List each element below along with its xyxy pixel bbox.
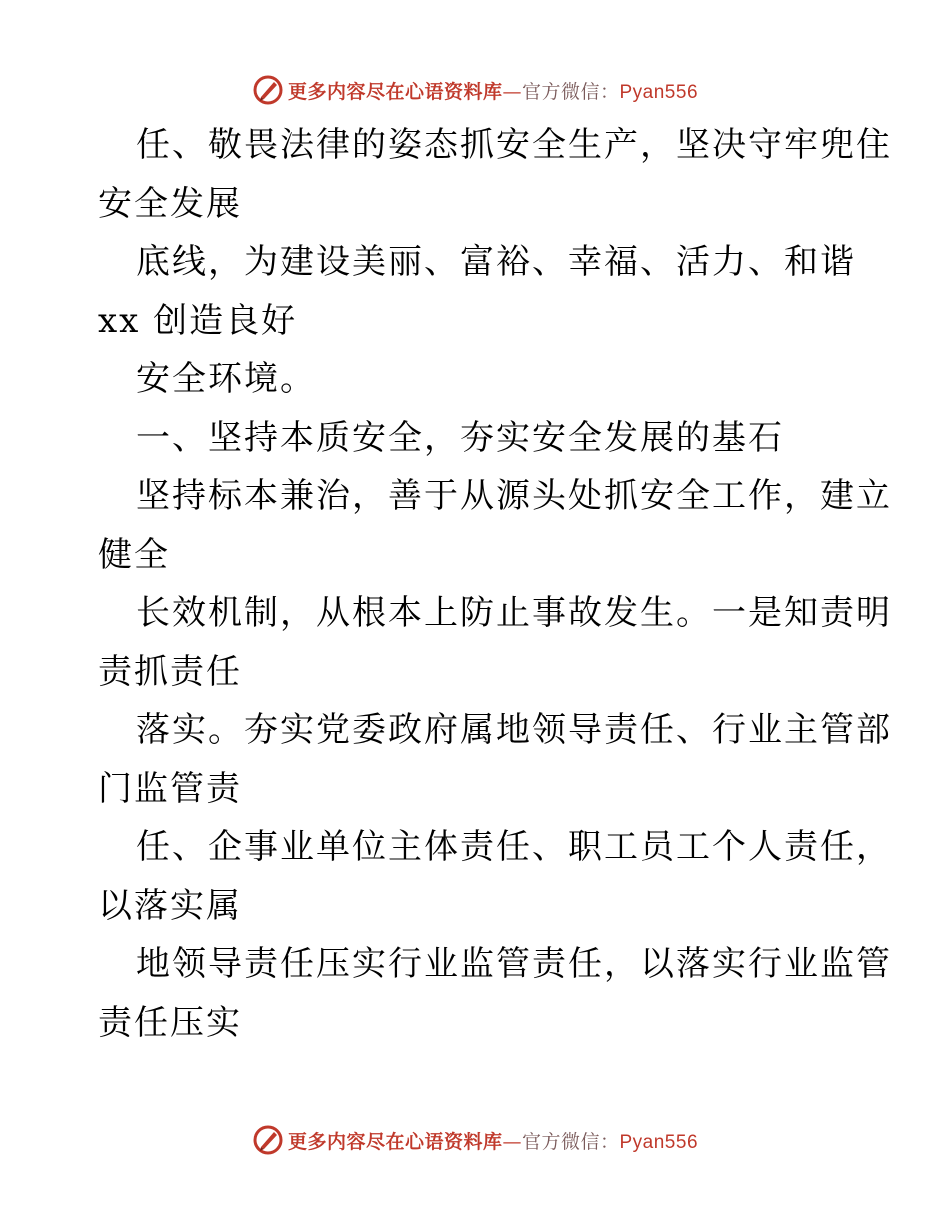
text-line: 坚持标本兼治，善于从源头处抓安全工作，建立 xyxy=(136,476,892,516)
text-line: 责任压实 xyxy=(98,1002,242,1043)
text-line: 任、企事业单位主体责任、职工员工个人责任， xyxy=(136,827,892,867)
footer-watermark xyxy=(0,1120,950,1160)
text-line: xx 创造良好 xyxy=(98,300,298,341)
text-line: 责抓责任 xyxy=(98,651,242,692)
watermark-text: 更多内容尽在心语资料库—官方微信：Pyan556 xyxy=(287,80,699,103)
section-heading: 一、坚持本质安全，夯实安全发展的基石 xyxy=(136,417,784,458)
text-line: 落实。夯实党委政府属地领导责任、行业主管部 xyxy=(136,710,892,750)
text-line: 安全发展 xyxy=(98,183,242,224)
watermark-text: 更多内容尽在心语资料库—官方微信：Pyan556 xyxy=(287,1130,699,1153)
text-line: 底线，为建设美丽、富裕、幸福、活力、和谐 xyxy=(136,242,856,282)
text-line: 以落实属 xyxy=(98,885,242,926)
text-line: 地领导责任压实行业监管责任，以落实行业监管 xyxy=(136,944,892,984)
pen-logo-icon xyxy=(252,1124,284,1156)
header-watermark xyxy=(0,70,950,110)
document-body xyxy=(98,116,892,1052)
text-line: 任、敬畏法律的姿态抓安全生产，坚决守牢兜住 xyxy=(136,125,892,165)
pen-logo-icon xyxy=(252,74,284,106)
text-line: 门监管责 xyxy=(98,768,242,809)
text-line: 安全环境。 xyxy=(136,359,316,399)
text-line: 健全 xyxy=(98,534,170,575)
text-line: 长效机制，从根本上防止事故发生。一是知责明 xyxy=(136,593,892,633)
